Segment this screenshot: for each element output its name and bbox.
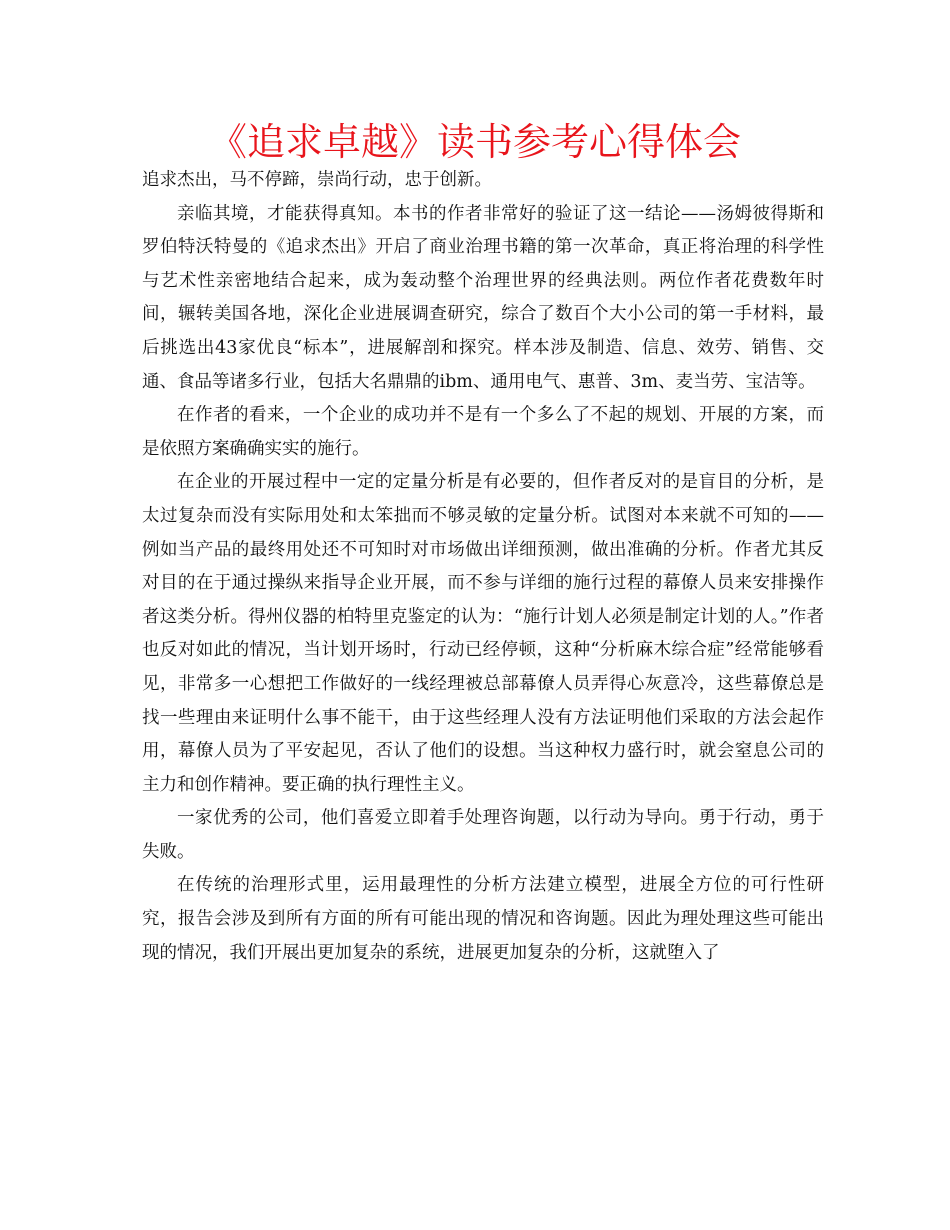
document-body [142,164,824,970]
paragraph-6: 在传统的治理形式里，运用最理性的分析方法建立模型，进展全方位的可行性研究，报告会涉及到所有方面的所有可能出现的情况和咨询题。因此为理处理这些可能出现的情况，我们开展出更加复杂的系统，进展更加复杂的分析，这就堕入了 [142,875,824,963]
paragraph-2: 亲临其境，才能获得真知。本书的作者非常好的验证了这一结论——汤姆彼得斯和罗伯特沃特曼的《追求杰出》开启了商业治理书籍的第一次革命，真正将治理的科学性与艺术性亲密地结合起来，成为轰动整个治理世界的经典法则。两位作者花费数年时间，辗转美国各地，深化企业进展调查研究，综合了数百个大小公司的第一手材料，最后挑选出43家优良“标本”，进展解剖和探究。样本涉及制造、信息、效劳、销售、交通、食品等诸多行业，包括大名鼎鼎的ibm、通用电气、惠普、3m、麦当劳、宝洁等。 [142,203,824,392]
paragraph-1: 追求杰出，马不停蹄，崇尚行动，忠于创新。 [142,170,492,190]
paragraph-5: 一家优秀的公司，他们喜爱立即着手处理咨询题，以行动为导向。勇于行动，勇于失败。 [142,808,824,862]
paragraph-4: 在企业的开展过程中一定的定量分析是有必要的，但作者反对的是盲目的分析，是太过复杂而没有实际用处和太笨拙而不够灵敏的定量分析。试图对本来就不可知的——例如当产品的最终用处还不可知时对市场做出详细预测，做出准确的分析。作者尤其反对目的在于通过操纵来指导企业开展，而不参与详细的施行过程的幕僚人员来安排操作者这类分析。得州仪器的柏特里克鉴定的认为：“施行计划人必须是制定计划的人。”作者也反对如此的情况，当计划开场时，行动已经停顿，这种“分析麻木综合症”经常能够看见，非常多一心想把工作做好的一线经理被总部幕僚人员弄得心灰意冷，这些幕僚总是找一些理由来证明什么事不能干，由于这些经理人没有方法证明他们采取的方法会起作用，幕僚人员为了平安起见，否认了他们的设想。当这种权力盛行时，就会窒息公司的主力和创作精神。要正确的执行理性主义。 [142,472,824,795]
paragraph-3: 在作者的看来，一个企业的成功并不是有一个多么了不起的规划、开展的方案，而是依照方案确确实实的施行。 [142,405,824,459]
document-title: 《追求卓越》读书参考心得体会 [208,120,741,164]
